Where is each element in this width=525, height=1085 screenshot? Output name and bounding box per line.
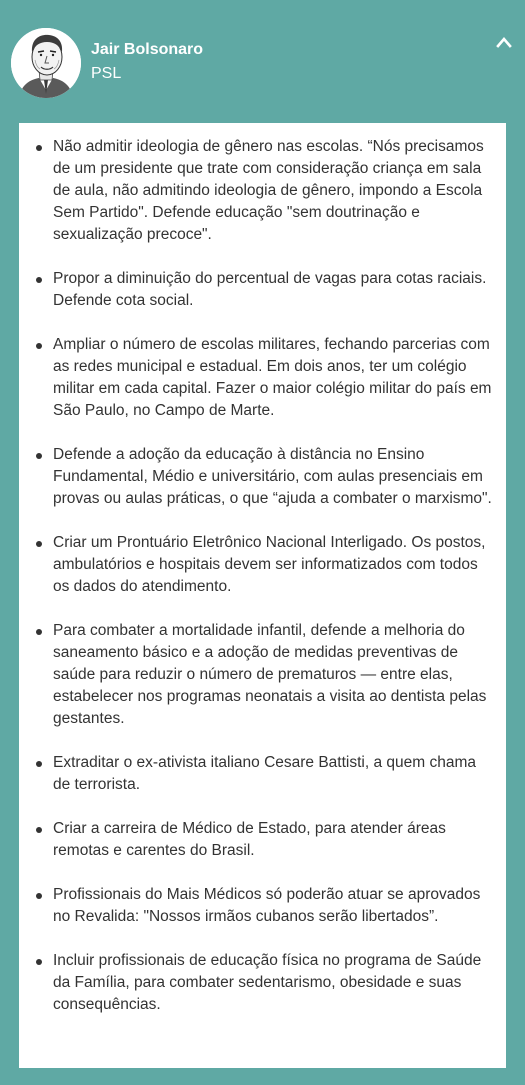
candidate-name: Jair Bolsonaro [91, 41, 204, 58]
list-item [34, 334, 494, 422]
candidate-party: PSL [91, 65, 122, 82]
list-item [34, 818, 494, 862]
proposal-text: Não admitir ideologia de gênero nas escolas. “Nós precisamos de um presidente que trate com consideração criança em sala de aula, não admitindo ideologia de gênero, impondo a Escola Sem Partido". Defende educação "sem doutrinação e sexualização precoce". [53, 138, 484, 243]
list-item [34, 444, 494, 510]
proposal-text: Defende a adoção da educação à distância no Ensino Fundamental, Médio e universitário, com aulas presenciais em provas ou aulas práticas, o que “ajuda a combater o marxismo". [53, 446, 492, 507]
bullet-icon [36, 541, 42, 547]
proposal-text: Criar um Prontuário Eletrônico Nacional Interligado. Os postos, ambulatórios e hospitais devem ser informatizados com todos os dados do atendimento. [53, 534, 486, 595]
proposal-text: Incluir profissionais de educação física no programa de Saúde da Família, para combater sedentarismo, obesidade e suas consequências. [53, 952, 482, 1013]
proposal-text: Ampliar o número de escolas militares, fechando parcerias com as redes municipal e estadual. Em dois anos, ter um colégio militar em cada capital. Fazer o maior colégio militar do país em São Paulo, no Campo de Marte. [53, 336, 492, 419]
candidate-portrait-icon [11, 28, 81, 98]
candidate-header [0, 0, 525, 122]
list-item [34, 532, 494, 598]
proposal-text: Propor a diminuição do percentual de vagas para cotas raciais. Defende cota social. [53, 270, 487, 309]
bullet-icon [36, 959, 42, 965]
list-item [34, 136, 494, 246]
bullet-icon [36, 453, 42, 459]
list-item [34, 752, 494, 796]
chevron-up-icon [495, 34, 513, 52]
proposal-text: Para combater a mortalidade infantil, defende a melhoria do saneamento básico e a adoção de medidas preventivas de saúde para reduzir o número de prematuros — entre elas, estabelecer nos programas neonatais a visita ao dentista pelas gestantes. [53, 622, 487, 727]
list-item [34, 620, 494, 730]
bullet-icon [36, 277, 42, 283]
proposal-text: Extraditar o ex-ativista italiano Cesare Battisti, a quem chama de terrorista. [53, 754, 476, 793]
list-item [34, 950, 494, 1016]
bullet-icon [36, 145, 42, 151]
list-item [34, 884, 494, 928]
list-item [34, 268, 494, 312]
bullet-icon [36, 893, 42, 899]
bullet-icon [36, 343, 42, 349]
bullet-icon [36, 761, 42, 767]
proposal-text: Profissionais do Mais Médicos só poderão atuar se aprovados no Revalida: "Nossos irmãos cubanos serão libertados”. [53, 886, 481, 925]
proposals-list [19, 123, 506, 1016]
collapse-button[interactable] [495, 34, 513, 52]
proposal-text: Criar a carreira de Médico de Estado, para atender áreas remotas e carentes do Brasil. [53, 820, 446, 859]
proposals-card [19, 123, 506, 1068]
bullet-icon [36, 827, 42, 833]
candidate-avatar [11, 28, 81, 98]
bullet-icon [36, 629, 42, 635]
